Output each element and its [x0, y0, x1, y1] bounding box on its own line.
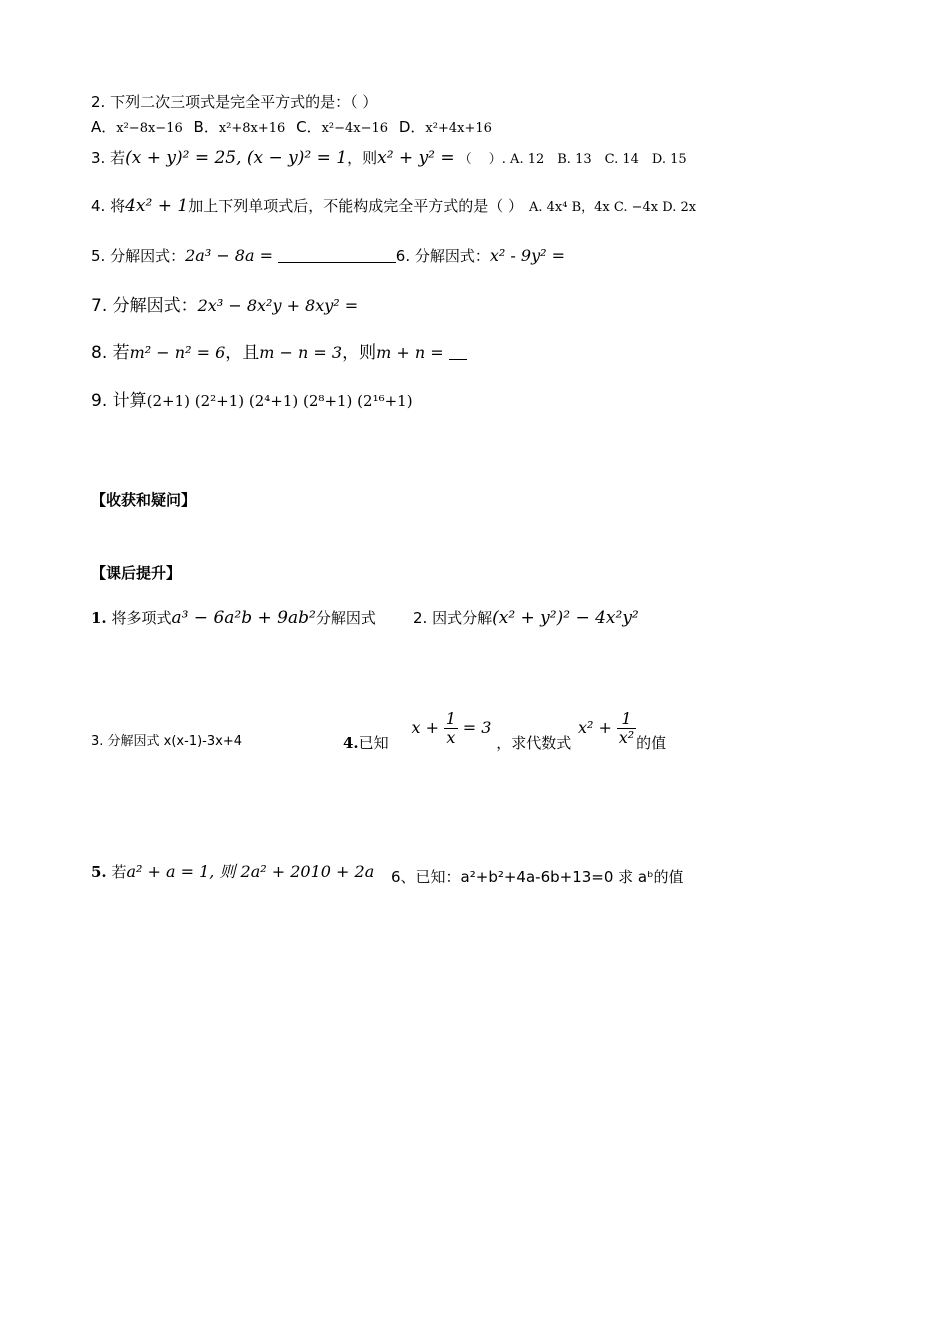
question-7 [91, 298, 358, 315]
question-6-label: 6. 分解因式： [395, 247, 490, 265]
practice-5-number: 5. [91, 863, 107, 881]
practice-6 [391, 870, 684, 885]
practice-4-text: 已知 [358, 734, 389, 752]
option-d: x²+4x+16 [425, 121, 492, 136]
practice-5 [91, 864, 374, 880]
question-4-options: A. 4x⁴ B，4x C. −4x D. 2x [528, 200, 697, 215]
question-8-expr-1: m² − n² = 6 [129, 343, 226, 362]
option-c-label: C． [296, 118, 322, 136]
practice-6-text: 6、已知：a²+b²+4a-6b+13=0 求 aᵇ的值 [391, 868, 684, 886]
question-5-answer-blank [278, 261, 396, 263]
question-8-expr-2: m − n = 3 [259, 343, 343, 362]
practice-4-suffix: 的值 [636, 734, 667, 752]
question-3 [91, 150, 687, 167]
fraction-one-over-x: $\frac{1}{x}$ [445, 708, 456, 747]
question-8 [91, 345, 467, 362]
question-7-expr: 2x³ − 8x²y + 8xy² = [197, 296, 359, 315]
practice-4-number: 4. [343, 734, 359, 752]
section-harvest-questions: 【收获和疑问】 [91, 491, 197, 509]
question-8-number: 8. 若 [91, 343, 130, 363]
question-8-and: ，且 [225, 343, 260, 363]
question-4 [91, 198, 696, 215]
practice-1 [91, 610, 376, 627]
question-3-options: （ ）. A. 12 B. 13 C. 14 D. 15 [458, 152, 687, 167]
practice-1-number: 1. [91, 609, 107, 627]
question-9-label: 9. 计算 [91, 391, 147, 411]
question-8-expr-3: m + n = [376, 343, 444, 362]
question-6-expr: x² - 9y² = [489, 246, 566, 265]
question-3-then: ，则 [347, 149, 378, 167]
question-9-expr: (2+1) (2²+1) (2⁴+1) (2⁸+1) (2¹⁶+1) [146, 392, 413, 410]
question-5-6 [91, 248, 565, 264]
option-d-label: D． [398, 118, 426, 136]
question-3-number: 3. 若 [91, 149, 126, 167]
practice-1-text: 将多项式 [106, 609, 172, 627]
practice-4 [343, 706, 666, 751]
question-4-text: 加上下列单项式后，不能构成完全平方式的是（ ） [188, 197, 523, 215]
question-8-then: ，则 [342, 343, 377, 363]
question-3-target: x² + y² = [377, 148, 455, 168]
question-2-text: 2. 下列二次三项式是完全平方式的是：（ ） [91, 93, 378, 111]
question-4-number: 4. 将 [91, 197, 126, 215]
question-7-label: 7. 分解因式： [91, 296, 198, 316]
question-5-expr: 2a³ − 8a = [185, 246, 274, 265]
practice-3 [91, 735, 242, 748]
question-9 [91, 393, 413, 410]
practice-2-label: 2. 因式分解 [413, 609, 493, 627]
option-a-label: A． [91, 118, 117, 136]
question-4-expr: 4x² + 1 [125, 196, 189, 216]
option-a: x²−8x−16 [116, 121, 183, 136]
practice-3-text: 3. 分解因式 x(x-1)-3x+4 [91, 734, 242, 749]
practice-4-given-expr: x + $\frac{1}{x}$ = 3 [411, 708, 492, 747]
question-2-options [91, 120, 492, 135]
question-8-answer-blank [449, 358, 467, 360]
question-3-given: (x + y)² = 25, (x − y)² = 1 [125, 148, 348, 168]
practice-5-expr: a² + a = 1, 则 2a² + 2010 + 2a [126, 862, 375, 881]
fraction-one-over-x-squared: $\frac{1}{\text{x²}}$ [618, 708, 635, 747]
practice-5-text: 若 [106, 863, 127, 881]
practice-1-suffix: 分解因式 [315, 609, 376, 627]
option-b: x²+8x+16 [218, 121, 286, 136]
question-2-stem [91, 95, 377, 110]
option-c: x²−4x−16 [321, 121, 389, 136]
question-5-label: 5. 分解因式： [91, 247, 186, 265]
option-b-label: B． [193, 118, 219, 136]
practice-2-expr: (x² + y²)² − 4x²y² [492, 608, 639, 628]
practice-4-target-expr: x² + $\frac{1}{\text{x²}}$ [577, 708, 635, 747]
practice-4-ask: ，求代数式 [496, 734, 572, 752]
section-after-class: 【课后提升】 [91, 564, 182, 582]
practice-2 [413, 610, 639, 627]
practice-1-expr: a³ − 6a²b + 9ab² [171, 608, 316, 628]
